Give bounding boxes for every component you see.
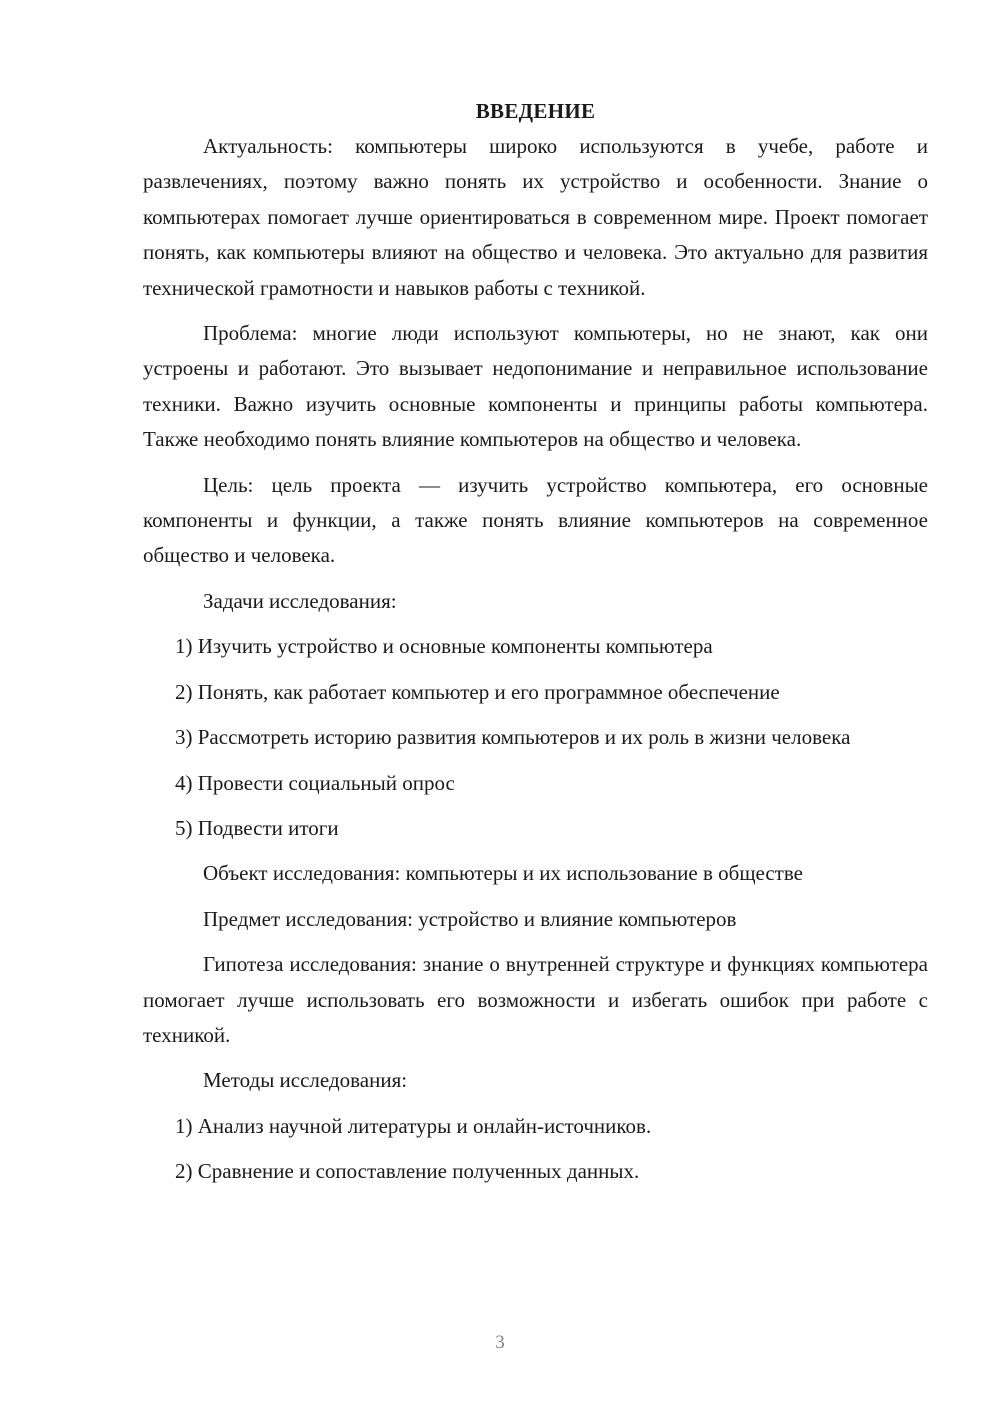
task-item: 2) Понять, как работает компьютер и его программное обеспечение <box>175 679 780 704</box>
method-item: 1) Анализ научной литературы и онлайн-источников. <box>175 1113 652 1138</box>
subject-paragraph: Предмет исследования: устройство и влияние компьютеров <box>203 906 737 931</box>
task-item: 3) Рассмотреть историю развития компьютеров и их роль в жизни человека <box>175 725 851 750</box>
page-number: 3 <box>495 1332 505 1353</box>
task-item: 5) Подвести итоги <box>175 815 339 840</box>
goal-paragraph: Цель: цель проекта — изучить устройство компьютера, его основные компоненты и функции, а также понять влияние компьютеров на современное общество и человека. <box>143 472 928 568</box>
hypothesis-paragraph: Гипотеза исследования: знание о внутренней структуре и функциях компьютера помогает лучше использовать его возможности и избегать ошибок при работе с техникой. <box>143 952 928 1047</box>
method-item: 2) Сравнение и сопоставление полученных данных. <box>175 1159 640 1184</box>
task-item: 4) Провести социальный опрос <box>175 770 455 795</box>
methods-title: Методы исследования: <box>203 1068 408 1093</box>
task-item: 1) Изучить устройство и основные компоненты компьютера <box>175 634 713 659</box>
relevance-paragraph: Актуальность: компьютеры широко используются в учебе, работе и развлечениях, поэтому важно понять их устройство и особенности. Знание о компьютерах помогает лучше ориентироваться в современном мире. Проект помогает понять, как компьютеры влияют на общество и человека. Это актуально для развития технической грамотности и навыков работы с техникой. <box>143 134 928 300</box>
tasks-title: Задачи исследования: <box>203 588 397 613</box>
problem-paragraph: Проблема: многие люди используют компьютеры, но не знают, как они устроены и работают. Это вызывает недопонимание и неправильное использование техники. Важно изучить основные компоненты и принципы работы компьютера. Также необходимо понять влияние компьютеров на общество и человека. <box>143 321 928 452</box>
section-heading: ВВЕДЕНИЕ <box>475 99 596 123</box>
object-paragraph: Объект исследования: компьютеры и их использование в обществе <box>203 861 803 886</box>
